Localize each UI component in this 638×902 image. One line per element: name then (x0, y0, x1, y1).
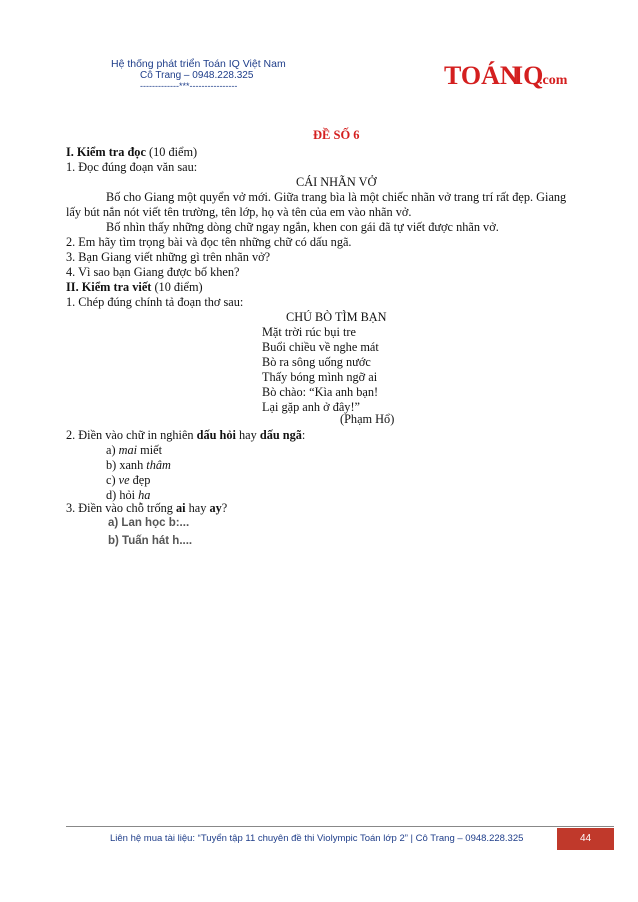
item-rest: miết (137, 443, 163, 457)
q3-item-b: b) Tuấn hát h.... (108, 535, 193, 547)
q3-text-mid: hay (185, 501, 210, 515)
q2-bold-2: dấu ngã (259, 428, 302, 442)
part2-q3 (66, 501, 227, 517)
poem-line: Thấy bóng mình ngỡ ai (262, 370, 378, 384)
item-label: c) (106, 473, 119, 487)
poem-line: Mặt trời rúc bụi tre (262, 325, 356, 339)
part1-heading: I. Kiểm tra đọc (66, 145, 146, 159)
part1-q1: 1. Đọc đúng đoạn văn sau: (66, 160, 198, 174)
part2-q2 (66, 428, 305, 444)
exam-title: ĐỀ SỐ 6 (313, 128, 360, 142)
page-number: 44 (557, 828, 614, 850)
q2-item-a (106, 443, 162, 459)
part2-heading-line (66, 280, 203, 296)
item-italic: thâm (146, 458, 171, 472)
part1-q4: 4. Vì sao bạn Giang được bố khen? (66, 265, 240, 279)
item-label: a) (106, 443, 119, 457)
passage-title: CÁI NHÃN VỞ (296, 175, 377, 189)
footer-rule (66, 826, 614, 827)
q3-bold-2: ay (209, 501, 222, 515)
q2-text-end: : (301, 428, 306, 442)
logo-graphic (444, 56, 568, 92)
item-italic: mai (118, 443, 138, 457)
header-contact: Cô Trang – 0948.228.325 (140, 70, 254, 81)
item-italic: ha (138, 488, 151, 502)
logo-text-2: IQ (513, 61, 544, 90)
part1-heading-line (66, 145, 197, 161)
item-italic: ve (118, 473, 130, 487)
passage-line-1: Bố cho Giang một quyển vở mới. Giữa trang bìa là một chiếc nhãn vở trang trí rất đẹp. Giang (106, 190, 567, 204)
q2-item-b (106, 458, 171, 474)
q2-text-mid: hay (235, 428, 260, 442)
poem-line: Lại gặp anh ở đây!” (262, 400, 361, 414)
logo-text-3: .com (539, 73, 568, 88)
logo-text-1: TOÁN (444, 61, 519, 90)
part1-points: (10 điểm) (145, 145, 198, 159)
poem-title: CHÚ BÒ TÌM BẠN (286, 310, 387, 324)
poem-line: Bò ra sông uống nước (262, 355, 371, 369)
q3-text-end: ? (221, 501, 228, 515)
logo (444, 56, 568, 97)
item-rest: đẹp (129, 473, 151, 487)
passage-line-2: lấy bút nắn nót viết tên trường, tên lớp, họ và tên của em vào nhãn vở. (66, 205, 412, 219)
header-org: Hệ thống phát triển Toán IQ Việt Nam (111, 58, 286, 70)
poem-line: Bò chào: “Kìa anh bạn! (262, 385, 379, 399)
header-divider: -------------***---------------- (140, 81, 238, 91)
part2-heading: II. Kiểm tra viết (66, 280, 152, 294)
part2-q1: 1. Chép đúng chính tả đoạn thơ sau: (66, 295, 244, 309)
poem-author: (Phạm Hổ) (340, 412, 395, 426)
q3-item-a: a) Lan học b:... (108, 517, 190, 529)
q3-bold-1: ai (175, 501, 186, 515)
item-label: b) xanh (106, 458, 147, 472)
poem-line: Buổi chiều về nghe mát (262, 340, 379, 354)
part2-points: (10 điểm) (151, 280, 203, 294)
part1-q2: 2. Em hãy tìm trọng bài và đọc tên những chữ có dấu ngã. (66, 235, 352, 249)
part1-q3: 3. Bạn Giang viết những gì trên nhãn vở? (66, 250, 271, 264)
q2-item-c (106, 473, 150, 489)
item-label: d) hỏi (106, 488, 139, 502)
passage-line-3: Bố nhìn thấy những dòng chữ ngay ngắn, khen con gái đã tự viết được nhãn vở. (106, 220, 499, 234)
footer-text: Liên hệ mua tài liệu: “Tuyển tập 11 chuyên đề thi Violympic Toán lớp 2” | Cô Trang – 0948.228.325 (110, 833, 524, 844)
q3-text: 3. Điền vào chỗ trống (66, 501, 176, 515)
q2-bold-1: dấu hỏi (196, 428, 236, 442)
q2-text: 2. Điền vào chữ in nghiên (66, 428, 197, 442)
